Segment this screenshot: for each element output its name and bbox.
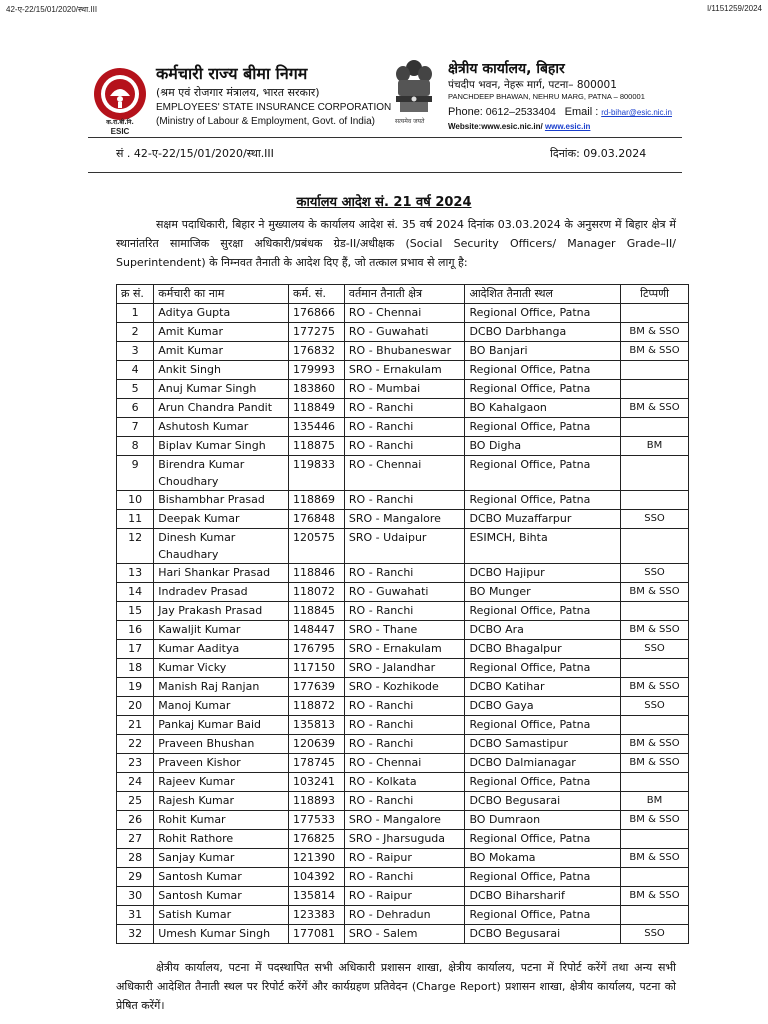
cell-employee-number: 176825 bbox=[289, 830, 345, 849]
cell-remarks: BM & SSO bbox=[621, 342, 689, 361]
cell-remarks: SSO bbox=[621, 697, 689, 716]
cell-employee-name: Pankaj Kumar Baid bbox=[154, 716, 289, 735]
email-link[interactable]: rd-bihar@esic.nic.in bbox=[601, 108, 672, 117]
cell-ordered-posting: Regional Office, Patna bbox=[465, 380, 621, 399]
cell-ordered-posting: DCBO Muzaffarpur bbox=[465, 510, 621, 529]
cell-serial: 21 bbox=[117, 716, 154, 735]
cell-current-posting: RO - Raipur bbox=[344, 849, 465, 868]
cell-employee-number: 176832 bbox=[289, 342, 345, 361]
cell-current-posting: RO - Guwahati bbox=[344, 583, 465, 602]
cell-employee-number: 118846 bbox=[289, 564, 345, 583]
cell-serial: 27 bbox=[117, 830, 154, 849]
cell-serial: 6 bbox=[117, 399, 154, 418]
table-row bbox=[117, 830, 689, 849]
cell-current-posting: RO - Chennai bbox=[344, 754, 465, 773]
cell-ordered-posting: DCBO Begusarai bbox=[465, 925, 621, 944]
cell-ordered-posting: Regional Office, Patna bbox=[465, 304, 621, 323]
cell-current-posting: RO - Dehradun bbox=[344, 906, 465, 925]
cell-ordered-posting: BO Mokama bbox=[465, 849, 621, 868]
regional-office-title: क्षेत्रीय कार्यालय, बिहार bbox=[448, 61, 565, 77]
cell-remarks bbox=[621, 602, 689, 621]
cell-serial: 19 bbox=[117, 678, 154, 697]
cell-ordered-posting: DCBO Begusarai bbox=[465, 792, 621, 811]
cell-employee-name: Sanjay Kumar bbox=[154, 849, 289, 868]
logo-caption-en: ESIC bbox=[110, 127, 130, 136]
cell-current-posting: RO - Kolkata bbox=[344, 773, 465, 792]
header-receipt-number: I/1151259/2024 bbox=[706, 4, 762, 13]
cell-remarks: BM & SSO bbox=[621, 735, 689, 754]
logo-caption-hindi: क.रा.बी.नि. bbox=[106, 119, 134, 126]
cell-remarks bbox=[621, 659, 689, 678]
cell-current-posting: SRO - Mangalore bbox=[344, 510, 465, 529]
table-row bbox=[117, 342, 689, 361]
cell-serial: 9 bbox=[117, 456, 154, 491]
cell-remarks bbox=[621, 830, 689, 849]
cell-employee-number: 179993 bbox=[289, 361, 345, 380]
cell-employee-number: 118849 bbox=[289, 399, 345, 418]
table-row bbox=[117, 510, 689, 529]
cell-employee-name: Arun Chandra Pandit bbox=[154, 399, 289, 418]
cell-employee-number: 148447 bbox=[289, 621, 345, 640]
cell-current-posting: SRO - Mangalore bbox=[344, 811, 465, 830]
table-row bbox=[117, 621, 689, 640]
regional-office-block bbox=[448, 60, 748, 133]
cell-current-posting: SRO - Udaipur bbox=[344, 529, 465, 564]
cell-remarks: BM bbox=[621, 792, 689, 811]
cell-ordered-posting: DCBO Biharsharif bbox=[465, 887, 621, 906]
cell-employee-name: Kumar Vicky bbox=[154, 659, 289, 678]
table-row bbox=[117, 754, 689, 773]
cell-employee-name: Hari Shankar Prasad bbox=[154, 564, 289, 583]
cell-employee-name: Indradev Prasad bbox=[154, 583, 289, 602]
website-link[interactable]: www.esic.in bbox=[544, 122, 591, 131]
table-row bbox=[117, 792, 689, 811]
table-row bbox=[117, 564, 689, 583]
cell-serial: 20 bbox=[117, 697, 154, 716]
cell-employee-name: Aditya Gupta bbox=[154, 304, 289, 323]
cell-employee-name: Rohit Rathore bbox=[154, 830, 289, 849]
cell-ordered-posting: BO Dumraon bbox=[465, 811, 621, 830]
cell-employee-number: 183860 bbox=[289, 380, 345, 399]
table-row bbox=[117, 716, 689, 735]
cell-employee-name: Kumar Aaditya bbox=[154, 640, 289, 659]
reference-number: सं . 42-ए-22/15/01/2020/स्था.III bbox=[116, 147, 274, 160]
cell-serial: 10 bbox=[117, 491, 154, 510]
cell-ordered-posting: Regional Office, Patna bbox=[465, 491, 621, 510]
cell-employee-number: 135813 bbox=[289, 716, 345, 735]
table-row bbox=[117, 925, 689, 944]
cell-remarks bbox=[621, 304, 689, 323]
cell-ordered-posting: DCBO Darbhanga bbox=[465, 323, 621, 342]
cell-employee-name: Rajesh Kumar bbox=[154, 792, 289, 811]
cell-serial: 1 bbox=[117, 304, 154, 323]
organization-block bbox=[156, 64, 396, 129]
cell-remarks: BM & SSO bbox=[621, 399, 689, 418]
cell-employee-name: Praveen Kishor bbox=[154, 754, 289, 773]
order-title-text: कार्यालय आदेश सं. 21 वर्ष 2024 bbox=[296, 195, 472, 210]
national-emblem-icon bbox=[392, 58, 436, 120]
cell-ordered-posting: BO Kahalgaon bbox=[465, 399, 621, 418]
cell-employee-number: 119833 bbox=[289, 456, 345, 491]
cell-employee-name: Amit Kumar bbox=[154, 323, 289, 342]
table-row bbox=[117, 659, 689, 678]
table-body bbox=[117, 304, 689, 944]
cell-current-posting: RO - Ranchi bbox=[344, 868, 465, 887]
cell-employee-name: Santosh Kumar bbox=[154, 868, 289, 887]
website-label: Website:www.esic.nic.in/ bbox=[448, 122, 543, 131]
cell-ordered-posting: Regional Office, Patna bbox=[465, 906, 621, 925]
cell-current-posting: RO - Ranchi bbox=[344, 437, 465, 456]
cell-employee-number: 176795 bbox=[289, 640, 345, 659]
header-remarks: टिप्पणी bbox=[621, 285, 689, 304]
phone-number: 0612–2533404 bbox=[485, 106, 556, 118]
cell-ordered-posting: Regional Office, Patna bbox=[465, 773, 621, 792]
cell-serial: 29 bbox=[117, 868, 154, 887]
cell-current-posting: RO - Ranchi bbox=[344, 602, 465, 621]
cell-remarks: SSO bbox=[621, 925, 689, 944]
cell-remarks: BM & SSO bbox=[621, 323, 689, 342]
cell-serial: 25 bbox=[117, 792, 154, 811]
cell-ordered-posting: DCBO Gaya bbox=[465, 697, 621, 716]
cell-current-posting: RO - Ranchi bbox=[344, 716, 465, 735]
table-row bbox=[117, 849, 689, 868]
cell-ordered-posting: DCBO Dalmianagar bbox=[465, 754, 621, 773]
cell-remarks bbox=[621, 456, 689, 491]
cell-employee-name: Rohit Kumar bbox=[154, 811, 289, 830]
cell-serial: 28 bbox=[117, 849, 154, 868]
cell-remarks bbox=[621, 491, 689, 510]
cell-current-posting: RO - Guwahati bbox=[344, 323, 465, 342]
cell-employee-number: 177275 bbox=[289, 323, 345, 342]
table-row bbox=[117, 380, 689, 399]
table-row bbox=[117, 418, 689, 437]
table-row bbox=[117, 323, 689, 342]
cell-ordered-posting: Regional Office, Patna bbox=[465, 716, 621, 735]
contact-line bbox=[448, 104, 748, 121]
regional-office-address-english: PANCHDEEP BHAWAN, NEHRU MARG, PATNA – 800001 bbox=[448, 92, 645, 101]
cell-employee-name: Ashutosh Kumar bbox=[154, 418, 289, 437]
cell-employee-name: Bishambhar Prasad bbox=[154, 491, 289, 510]
table-row bbox=[117, 868, 689, 887]
cell-ordered-posting: Regional Office, Patna bbox=[465, 830, 621, 849]
header-current-posting: वर्तमान तैनाती क्षेत्र bbox=[344, 285, 465, 304]
cell-employee-name: Rajeev Kumar bbox=[154, 773, 289, 792]
header-divider bbox=[88, 137, 682, 138]
cell-employee-name: Praveen Bhushan bbox=[154, 735, 289, 754]
cell-employee-name: Dinesh Kumar Chaudhary bbox=[154, 529, 289, 564]
cell-employee-name: Satish Kumar bbox=[154, 906, 289, 925]
cell-current-posting: RO - Ranchi bbox=[344, 399, 465, 418]
cell-ordered-posting: DCBO Hajipur bbox=[465, 564, 621, 583]
posting-table bbox=[116, 284, 689, 944]
cell-employee-number: 118872 bbox=[289, 697, 345, 716]
cell-current-posting: RO - Ranchi bbox=[344, 564, 465, 583]
cell-serial: 18 bbox=[117, 659, 154, 678]
cell-employee-number: 118869 bbox=[289, 491, 345, 510]
cell-remarks bbox=[621, 361, 689, 380]
cell-remarks: BM & SSO bbox=[621, 811, 689, 830]
cell-serial: 7 bbox=[117, 418, 154, 437]
cell-serial: 11 bbox=[117, 510, 154, 529]
cell-current-posting: SRO - Salem bbox=[344, 925, 465, 944]
cell-ordered-posting: Regional Office, Patna bbox=[465, 418, 621, 437]
cell-ordered-posting: Regional Office, Patna bbox=[465, 659, 621, 678]
cell-serial: 26 bbox=[117, 811, 154, 830]
cell-serial: 24 bbox=[117, 773, 154, 792]
cell-employee-number: 118072 bbox=[289, 583, 345, 602]
cell-employee-name: Kawaljit Kumar bbox=[154, 621, 289, 640]
cell-remarks bbox=[621, 906, 689, 925]
cell-employee-name: Manoj Kumar bbox=[154, 697, 289, 716]
table-row bbox=[117, 437, 689, 456]
cell-remarks bbox=[621, 868, 689, 887]
org-name-english: EMPLOYEES' STATE INSURANCE CORPORATION bbox=[156, 102, 392, 113]
cell-remarks: SSO bbox=[621, 510, 689, 529]
table-row bbox=[117, 697, 689, 716]
cell-ordered-posting: BO Banjari bbox=[465, 342, 621, 361]
table-header-row bbox=[117, 285, 689, 304]
cell-current-posting: SRO - Ernakulam bbox=[344, 640, 465, 659]
cell-ordered-posting: DCBO Samastipur bbox=[465, 735, 621, 754]
cell-employee-number: 177533 bbox=[289, 811, 345, 830]
cell-employee-name: Jay Prakash Prasad bbox=[154, 602, 289, 621]
cell-current-posting: SRO - Kozhikode bbox=[344, 678, 465, 697]
cell-employee-number: 135446 bbox=[289, 418, 345, 437]
reference-date: दिनांक: 09.03.2024 bbox=[550, 147, 647, 160]
cell-employee-number: 117150 bbox=[289, 659, 345, 678]
table-row bbox=[117, 887, 689, 906]
table-row bbox=[117, 735, 689, 754]
table-row bbox=[117, 361, 689, 380]
cell-employee-name: Deepak Kumar bbox=[154, 510, 289, 529]
cell-serial: 22 bbox=[117, 735, 154, 754]
cell-remarks: SSO bbox=[621, 640, 689, 659]
email-label: Email : bbox=[564, 106, 599, 118]
cell-current-posting: RO - Mumbai bbox=[344, 380, 465, 399]
cell-employee-number: 104392 bbox=[289, 868, 345, 887]
header-employee-name: कर्मचारी का नाम bbox=[154, 285, 289, 304]
cell-ordered-posting: Regional Office, Patna bbox=[465, 868, 621, 887]
cell-current-posting: RO - Ranchi bbox=[344, 418, 465, 437]
cell-serial: 16 bbox=[117, 621, 154, 640]
header-employee-number: कर्म. सं. bbox=[289, 285, 345, 304]
cell-current-posting: RO - Ranchi bbox=[344, 792, 465, 811]
cell-employee-name: Santosh Kumar bbox=[154, 887, 289, 906]
cell-employee-number: 177639 bbox=[289, 678, 345, 697]
cell-remarks bbox=[621, 418, 689, 437]
org-ministry-hindi: (श्रम एवं रोजगार मंत्रालय, भारत सरकार) bbox=[156, 86, 320, 99]
logo-caption bbox=[100, 118, 140, 136]
cell-serial: 5 bbox=[117, 380, 154, 399]
cell-ordered-posting: DCBO Katihar bbox=[465, 678, 621, 697]
cell-employee-name: Umesh Kumar Singh bbox=[154, 925, 289, 944]
cell-serial: 12 bbox=[117, 529, 154, 564]
cell-serial: 8 bbox=[117, 437, 154, 456]
cell-serial: 3 bbox=[117, 342, 154, 361]
cell-ordered-posting: DCBO Bhagalpur bbox=[465, 640, 621, 659]
table-row bbox=[117, 456, 689, 491]
cell-serial: 31 bbox=[117, 906, 154, 925]
table-row bbox=[117, 491, 689, 510]
header-ordered-posting: आदेशित तैनाती स्थल bbox=[465, 285, 621, 304]
cell-ordered-posting: BO Digha bbox=[465, 437, 621, 456]
cell-employee-name: Anuj Kumar Singh bbox=[154, 380, 289, 399]
table-row bbox=[117, 678, 689, 697]
cell-remarks: BM & SSO bbox=[621, 849, 689, 868]
cell-employee-number: 120575 bbox=[289, 529, 345, 564]
cell-remarks bbox=[621, 716, 689, 735]
order-title bbox=[0, 192, 768, 210]
table-row bbox=[117, 773, 689, 792]
header-serial: क्र सं. bbox=[117, 285, 154, 304]
table-row bbox=[117, 583, 689, 602]
cell-current-posting: SRO - Ernakulam bbox=[344, 361, 465, 380]
cell-remarks: BM & SSO bbox=[621, 887, 689, 906]
cell-current-posting: RO - Ranchi bbox=[344, 491, 465, 510]
cell-remarks: BM & SSO bbox=[621, 754, 689, 773]
cell-employee-number: 118845 bbox=[289, 602, 345, 621]
cell-serial: 32 bbox=[117, 925, 154, 944]
closing-paragraph: क्षेत्रीय कार्यालय, पटना में पदस्थापित सभी अधिकारी प्रशासन शाखा, क्षेत्रीय कार्यालय, पटना में रिपोर्ट करेंगें तथा अन्य सभी अधिकारी आदेशित तैनाती स्थल पर रिपोर्ट करेंगें और कार्यग्रहण प्रतिवेदन (Charge Report) प्रशासन शाखा, क्षेत्रीय कार्यालय, पटना को प्रेषित करेंगें। bbox=[116, 961, 676, 1012]
reference-divider bbox=[88, 172, 682, 173]
cell-remarks bbox=[621, 380, 689, 399]
cell-serial: 30 bbox=[117, 887, 154, 906]
cell-employee-number: 178745 bbox=[289, 754, 345, 773]
cell-serial: 17 bbox=[117, 640, 154, 659]
cell-employee-name: Ankit Singh bbox=[154, 361, 289, 380]
cell-remarks: BM & SSO bbox=[621, 678, 689, 697]
cell-employee-name: Birendra Kumar Choudhary bbox=[154, 456, 289, 491]
table-row bbox=[117, 811, 689, 830]
header-file-number: 42-ए-22/15/01/2020/स्था.III bbox=[6, 5, 98, 14]
cell-remarks: BM bbox=[621, 437, 689, 456]
cell-employee-name: Amit Kumar bbox=[154, 342, 289, 361]
cell-employee-number: 103241 bbox=[289, 773, 345, 792]
cell-ordered-posting: Regional Office, Patna bbox=[465, 602, 621, 621]
org-name-hindi: कर्मचारी राज्य बीमा निगम bbox=[156, 64, 308, 83]
cell-serial: 13 bbox=[117, 564, 154, 583]
intro-paragraph: सक्षम पदाधिकारी, बिहार ने मुख्यालय के कार्यालय आदेश सं. 35 वर्ष 2024 दिनांक 03.03.2024 के अनुसरण में बिहार क्षेत्र में स्थानांतरित सामाजिक सुरक्षा अधिकारी/प्रबंधक ग्रेड-II/अधीक्षक (Social Security Officers/ Manager Grade–II/ Superintendent) के निम्नवत तैनाती के आदेश दिए हैं, जो तत्काल प्रभाव से लागू है: bbox=[116, 218, 676, 269]
cell-employee-name: Biplav Kumar Singh bbox=[154, 437, 289, 456]
cell-employee-number: 121390 bbox=[289, 849, 345, 868]
cell-serial: 2 bbox=[117, 323, 154, 342]
cell-current-posting: SRO - Jalandhar bbox=[344, 659, 465, 678]
cell-current-posting: RO - Ranchi bbox=[344, 735, 465, 754]
cell-current-posting: SRO - Jharsuguda bbox=[344, 830, 465, 849]
table-row bbox=[117, 304, 689, 323]
table-row bbox=[117, 602, 689, 621]
cell-employee-number: 176848 bbox=[289, 510, 345, 529]
cell-current-posting: SRO - Thane bbox=[344, 621, 465, 640]
regional-office-address-hindi: पंचदीप भवन, नेहरू मार्ग, पटना– 800001 bbox=[448, 79, 617, 91]
emblem-caption: सत्यमेव जयते bbox=[395, 118, 425, 125]
cell-current-posting: RO - Chennai bbox=[344, 456, 465, 491]
cell-ordered-posting: Regional Office, Patna bbox=[465, 361, 621, 380]
cell-ordered-posting: BO Munger bbox=[465, 583, 621, 602]
cell-remarks: BM & SSO bbox=[621, 621, 689, 640]
cell-current-posting: RO - Ranchi bbox=[344, 697, 465, 716]
cell-employee-number: 177081 bbox=[289, 925, 345, 944]
table-row bbox=[117, 399, 689, 418]
cell-remarks: BM & SSO bbox=[621, 583, 689, 602]
cell-serial: 14 bbox=[117, 583, 154, 602]
cell-employee-number: 123383 bbox=[289, 906, 345, 925]
org-ministry-english: (Ministry of Labour & Employment, Govt. of India) bbox=[156, 116, 375, 127]
cell-current-posting: RO - Chennai bbox=[344, 304, 465, 323]
cell-employee-name: Manish Raj Ranjan bbox=[154, 678, 289, 697]
cell-employee-number: 118875 bbox=[289, 437, 345, 456]
cell-remarks bbox=[621, 773, 689, 792]
table-row bbox=[117, 640, 689, 659]
cell-employee-number: 120639 bbox=[289, 735, 345, 754]
cell-ordered-posting: DCBO Ara bbox=[465, 621, 621, 640]
cell-current-posting: RO - Raipur bbox=[344, 887, 465, 906]
table-row bbox=[117, 529, 689, 564]
cell-remarks: SSO bbox=[621, 564, 689, 583]
cell-employee-number: 176866 bbox=[289, 304, 345, 323]
phone-label: Phone: bbox=[448, 106, 483, 118]
cell-current-posting: RO - Bhubaneswar bbox=[344, 342, 465, 361]
esic-logo-icon bbox=[92, 66, 148, 122]
cell-serial: 23 bbox=[117, 754, 154, 773]
cell-employee-number: 135814 bbox=[289, 887, 345, 906]
cell-serial: 4 bbox=[117, 361, 154, 380]
cell-ordered-posting: Regional Office, Patna bbox=[465, 456, 621, 491]
cell-employee-number: 118893 bbox=[289, 792, 345, 811]
cell-remarks bbox=[621, 529, 689, 564]
website-line bbox=[448, 121, 748, 133]
cell-ordered-posting: ESIMCH, Bihta bbox=[465, 529, 621, 564]
table-row bbox=[117, 906, 689, 925]
cell-serial: 15 bbox=[117, 602, 154, 621]
